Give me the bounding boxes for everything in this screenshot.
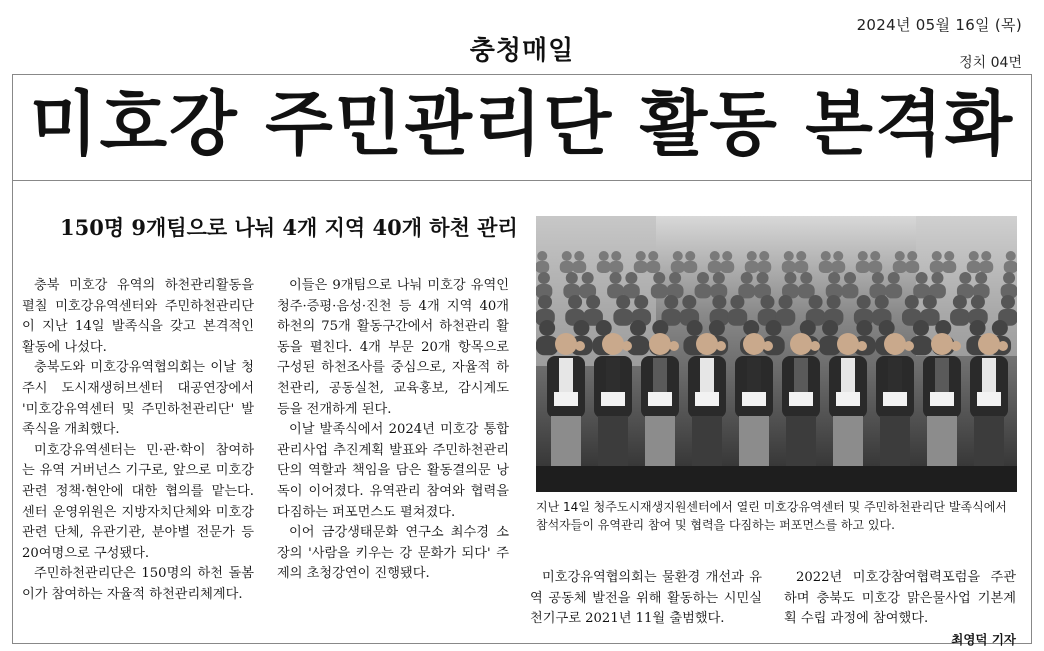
paragraph: 주민하천관리단은 150명의 하천 돌봄이가 참여하는 자율적 하천관리체계다. bbox=[22, 566, 254, 602]
paragraph: 2022년 미호강참여협력포럼을 주관하며 충북도 미호강 맑은물사업 기본계획 수립 과정에 참여했다. bbox=[784, 570, 1016, 627]
paragraph: 충북 미호강 유역의 하천관리활동을 펼칠 미호강유역센터와 주민하천관리단이 지난 14일 발족식을 갖고 본격적인 활동에 나섰다. bbox=[22, 278, 254, 355]
article-column-3 bbox=[530, 568, 762, 630]
event-photo bbox=[536, 216, 1017, 492]
photo-caption: 지난 14일 청주도시재생지원센터에서 열린 미호강유역센터 및 주민하천관리단 발족식에서 참석자들이 유역관리 참여 및 협력을 다짐하는 퍼포먼스를 하고 있다. bbox=[536, 500, 1007, 532]
article-column-4 bbox=[784, 568, 1016, 650]
paragraph: 미호강유역센터는 민·관·학이 참여하는 유역 거버넌스 기구로, 앞으로 미호강 관련 정책·현안에 대한 협의를 맡는다. 센터 운영위원은 지방자치단체와 미호강 관련 단체, 유관기관, 분야별 전문가 등 20여명으로 구성됐다. bbox=[22, 442, 254, 561]
paragraph: 이날 발족식에서 2024년 미호강 통합관리사업 추진계획 발표와 주민하천관리단의 역할과 책임을 담은 활동결의문 낭독이 이어졌다. 유역관리 참여와 협력을 다짐하는 퍼포먼스도 펼쳐졌다. bbox=[277, 422, 509, 520]
headline-divider bbox=[12, 180, 1032, 181]
audience-photo-illustration bbox=[536, 216, 1017, 492]
newspaper-name: 충청매일 bbox=[469, 36, 575, 66]
article-column-1 bbox=[22, 276, 254, 606]
issue-date: 2024년 05월 16일 (목) bbox=[856, 16, 1022, 34]
reporter-byline: 최영덕 기자 bbox=[951, 631, 1016, 647]
section-label: 정치 04면 bbox=[959, 55, 1022, 71]
paragraph: 이어 금강생태문화 연구소 최수경 소장의 '사람을 키우는 강 문화가 되다' 주제의 초청강연이 진행됐다. bbox=[277, 525, 509, 582]
headline: 미호강 주민관리단 활동 본격화 bbox=[29, 83, 1015, 165]
paragraph: 충북도와 미호강유역협의회는 이날 청주시 도시재생허브센터 대공연장에서 '미호강유역센터 및 주민하천관리단' 발족식을 개최했다. bbox=[22, 360, 254, 438]
paragraph: 이들은 9개팀으로 나눠 미호강 유역인 청주·증평·음성·진천 등 4개 지역 40개 하천의 75개 활동구간에서 하천관리 활동을 펼친다. 4개 부문 20개 항목으로 구성된 하천조사를 중심으로, 자율적 하천관리, 공동실천, 교육홍보, 감시계도 등을 전개하게 된다. bbox=[277, 278, 509, 417]
paragraph: 미호강유역협의회는 물환경 개선과 유역 공동체 발전을 위해 활동하는 시민실천기구로 2021년 11월 출범했다. bbox=[530, 570, 762, 627]
article-column-2 bbox=[277, 276, 509, 585]
subheadline: 150명 9개팀으로 나눠 4개 지역 40개 하천 관리 bbox=[60, 215, 518, 240]
